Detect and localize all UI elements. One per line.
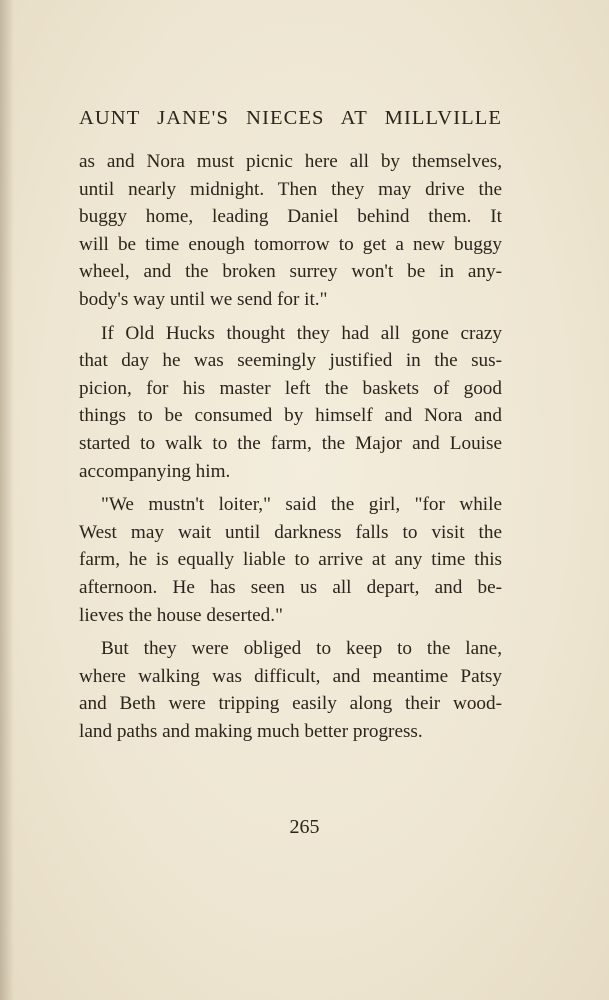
page-number: 265: [289, 816, 320, 838]
text-line: buggy home, leading Daniel behind them. It: [79, 206, 502, 228]
text-line: land paths and making much better progress.: [79, 720, 423, 742]
text-line: where walking was difficult, and meantime Patsy: [79, 665, 502, 687]
text-line: picion, for his master left the baskets of good: [79, 377, 502, 399]
text-line: that day he was seemingly justified in the sus-: [79, 350, 502, 372]
paragraph: [79, 491, 502, 629]
text-line: body's way until we send for it.": [79, 288, 328, 310]
text-line: afternoon. He has seen us all depart, and be-: [79, 576, 502, 598]
paragraph: [79, 320, 502, 486]
text-line: farm, he is equally liable to arrive at any time this: [79, 549, 502, 571]
text-line: If Old Hucks thought they had all gone crazy: [101, 322, 502, 344]
text-line: West may wait until darkness falls to visit the: [79, 521, 502, 543]
text-line: lieves the house deserted.": [79, 604, 283, 626]
text-line: started to walk to the farm, the Major and Louise: [79, 432, 502, 454]
text-line: until nearly midnight. Then they may drive the: [79, 178, 502, 200]
text-line: as and Nora must picnic here all by themselves,: [79, 151, 502, 172]
text-line: will be time enough tomorrow to get a new buggy: [79, 233, 502, 255]
text-line: "We mustn't loiter," said the girl, "for while: [101, 494, 502, 516]
page-edge-shadow: [0, 0, 14, 1000]
text-line: But they were obliged to keep to the lane,: [101, 638, 502, 660]
text-line: accompanying him.: [79, 460, 231, 482]
body-text: [79, 148, 502, 751]
text-line: things to be consumed by himself and Nora and: [79, 405, 502, 427]
paragraph: [79, 148, 502, 314]
text-line: wheel, and the broken surrey won't be in any-: [79, 261, 502, 283]
text-line: and Beth were tripping easily along their wood-: [79, 693, 502, 715]
paragraph: [79, 635, 502, 745]
running-head: AUNT JANE'S NIECES AT MILLVILLE: [79, 107, 502, 129]
